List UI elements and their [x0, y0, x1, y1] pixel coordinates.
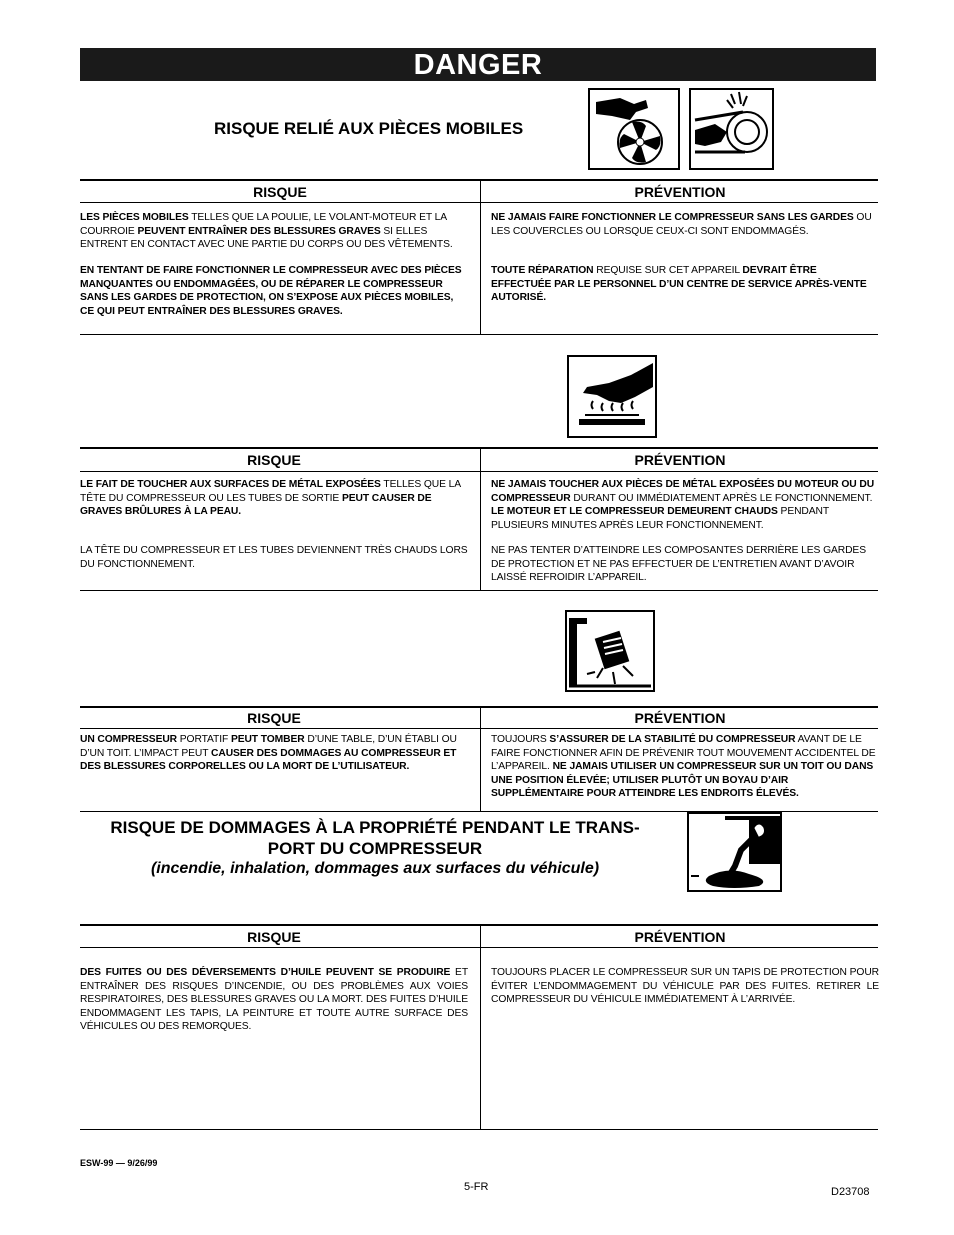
prevention-text: TOUTE RÉPARATION REQUISE SUR CET APPAREIL DEVRAIT ÊTRE EFFECTUÉE PAR LE PERSONNEL D’UN CENTRE DE SERVICE APRÈS-VENTE AUTORISÉ.: [491, 265, 867, 303]
oil-leak-icon: [687, 812, 782, 892]
risk-text: LA TÊTE DU COMPRESSEUR ET LES TUBES DEVIENNENT TRÈS CHAUDS LORS DU FONCTIONNEMENT.: [80, 545, 468, 570]
risk-text: LE FAIT DE TOUCHER AUX SURFACES DE MÉTAL EXPOSÉES TELLES QUE LA TÊTE DU COMPRESSEUR OU LES TUBES DE SORTIE PEUT CAUSER DE GRAVES BRÛLURES À LA PEAU.: [80, 479, 461, 517]
prevention-text: NE JAMAIS TOUCHER AUX PIÈCES DE MÉTAL EXPOSÉES DU MOTEUR OU DU COMPRESSEUR DURANT OU IMMÉDIATEMENT APRÈS LE FONCTIONNEMENT. LE MOTEUR ET LE COMPRESSEUR DEMEURENT CHAUDS PENDANT PLUSIEURS MINUTES APRÈS LEUR FONCTIONNEMENT.: [491, 479, 875, 531]
document-number: D23708: [831, 1186, 870, 1198]
risk-header: RISQUE: [247, 710, 301, 726]
prevention-header: PRÉVENTION: [634, 452, 726, 468]
prevention-text: TOUJOURS S’ASSURER DE LA STABILITÉ DU COMPRESSEUR AVANT DE LE FAIRE FONCTIONNER AFIN DE PRÉVENIR TOUT MOUVEMENT ACCIDENTEL DE L’APPAREIL. NE JAMAIS UTILISER UN COMPRESSEUR SUR UN TOIT OU DANS UNE POSITION ÉLEVÉE; UTILISER PLUTÔT UN BOYAU D’AIR SUPPLÉMENTAIRE POUR ATTEINDRE LES ENDROITS ÉLEVÉS.: [491, 734, 876, 799]
footer-code: ESW-99 — 9/26/99: [80, 1158, 158, 1168]
prevention-header: PRÉVENTION: [634, 710, 726, 726]
risk-text: EN TENTANT DE FAIRE FONCTIONNER LE COMPRESSEUR AVEC DES PIÈCES MANQUANTES OU ENDOMMAGÉES, OU DE RÉPARER LE COMPRESSEUR SANS LES GARDES DE PROTECTION, ON S’EXPOSE AUX PIÈCES MOBILES, CE QUI PEUT ENTRAÎNER DES BLESSURES GRAVES.: [80, 265, 462, 317]
prevention-text: NE JAMAIS FAIRE FONCTIONNER LE COMPRESSEUR SANS LES GARDES OU LES COUVERCLES OU LORSQUE CEUX-CI SONT ENDOMMAGÉS.: [491, 212, 872, 237]
falling-compressor-icon: [565, 610, 655, 692]
prevention-text: NE PAS TENTER D’ATTEINDRE LES COMPOSANTES DERRIÈRE LES GARDES DE PROTECTION ET NE PAS EFFECTUER DE L’ENTRETIEN AVANT D’AVOIR LAISSÉ REFROIDIR L’APPAREIL.: [491, 545, 866, 583]
page-number: 5-FR: [464, 1181, 489, 1193]
section-subtitle-transport: (incendie, inhalation, dommages aux surfaces du véhicule): [150, 860, 600, 877]
risk-text: DES FUITES OU DES DÉVERSEMENTS D’HUILE PEUVENT SE PRODUIRE ET ENTRAÎNER DES RISQUES D’INCENDIE, OU DES PROBLÈMES AUX VOIES RESPIRATOIRES, DES BLESSURES GRAVES OU LA MORT. DES FUITES D’HUILE ENDOMMAGENT LES TAPIS, LA PEINTURE ET TOUTE AUTRE SURFACE DES VÉHICULES OU DES REMORQUES.: [80, 967, 469, 1032]
danger-banner: DANGER: [80, 48, 876, 81]
risk-text: UN COMPRESSEUR PORTATIF PEUT TOMBER D’UNE TABLE, D’UN ÉTABLI OU D’UN TOIT. L’IMPACT PEUT CAUSER DES DOMMAGES AU COMPRESSEUR ET DES BLESSURES CORPORELLES OU LA MORT DE L’UTILISATEUR.: [80, 734, 457, 772]
prevention-text: TOUJOURS PLACER LE COMPRESSEUR SUR UN TAPIS DE PROTECTION POUR ÉVITER L’ENDOMMAGEMENT DU VÉHICULE PAR DES FUITES. RETIRER LE COMPRESSEUR DU VÉHICULE IMMÉDIATEMENT À L’ARRIVÉE.: [491, 967, 879, 1005]
section-title-transport: RISQUE DE DOMMAGES À LA PROPRIÉTÉ PENDANT LE TRANS- PORT DU COMPRESSEUR: [110, 818, 640, 858]
hand-fan-icon: [588, 88, 680, 170]
risk-text: LES PIÈCES MOBILES TELLES QUE LA POULIE, LE VOLANT-MOTEUR ET LA COURROIE PEUVENT ENTRAÎNER DES BLESSURES GRAVES SI ELLES ENTRENT EN CONTACT AVEC UNE PARTIE DU CORPS OU DES VÊTEMENTS.: [80, 212, 453, 250]
risk-header: RISQUE: [247, 929, 301, 945]
risk-header: RISQUE: [253, 184, 307, 200]
hot-surface-icon: [567, 355, 657, 438]
risk-header: RISQUE: [247, 452, 301, 468]
prevention-header: PRÉVENTION: [634, 184, 726, 200]
hand-belt-icon: [689, 88, 774, 170]
prevention-header: PRÉVENTION: [634, 929, 726, 945]
section-title-moving-parts: RISQUE RELIÉ AUX PIÈCES MOBILES: [214, 119, 524, 138]
